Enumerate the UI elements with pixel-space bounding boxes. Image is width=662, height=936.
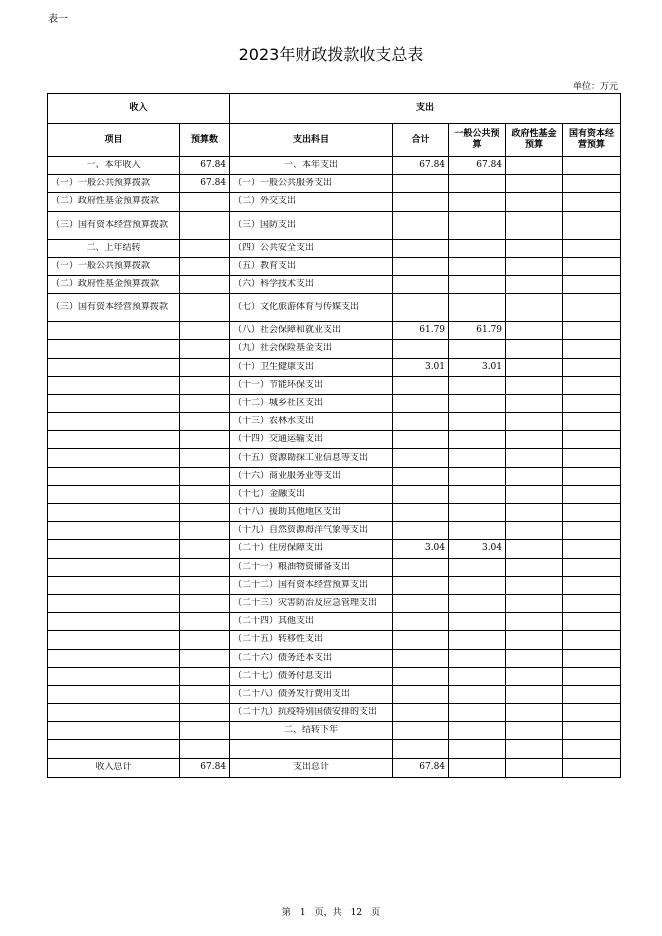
expense-total-cell	[393, 485, 449, 503]
state-capital-cell	[563, 504, 621, 522]
gov-fund-cell	[506, 394, 563, 412]
expense-item-cell: （一）一般公共服务支出	[230, 175, 393, 193]
income-amount-cell	[180, 211, 230, 239]
gov-fund-cell	[506, 431, 563, 449]
gov-fund-cell	[506, 631, 563, 649]
expense-item-cell: （七）文化旅游体育与传媒支出	[230, 294, 393, 322]
expense-total-cell	[393, 257, 449, 275]
general-budget-cell	[449, 175, 506, 193]
income-item-cell	[48, 522, 180, 540]
general-budget-cell	[449, 340, 506, 358]
table-number-label: 表一	[48, 14, 68, 25]
general-budget-cell	[449, 431, 506, 449]
expense-item-cell: （十八）援助其他地区支出	[230, 504, 393, 522]
general-budget-cell	[449, 413, 506, 431]
income-item-cell	[48, 449, 180, 467]
state-capital-cell	[563, 275, 621, 293]
income-item-cell	[48, 540, 180, 558]
income-item-cell	[48, 594, 180, 612]
state-capital-cell	[563, 685, 621, 703]
income-amount-cell	[180, 413, 230, 431]
state-capital-cell	[563, 449, 621, 467]
general-budget-cell	[449, 485, 506, 503]
income-amount-cell	[180, 449, 230, 467]
expense-total-cell	[393, 413, 449, 431]
gov-fund-cell	[506, 504, 563, 522]
state-capital-cell	[563, 467, 621, 485]
income-item-cell	[48, 685, 180, 703]
table-row	[48, 649, 621, 667]
state-capital-cell	[563, 558, 621, 576]
gov-fund-cell	[506, 294, 563, 322]
expense-total-cell: 67.84	[393, 157, 449, 175]
gov-fund-cell	[506, 239, 563, 257]
gov-fund-cell	[506, 613, 563, 631]
state-capital-cell	[563, 631, 621, 649]
expense-item-cell: （十七）金融支出	[230, 485, 393, 503]
income-item-cell	[48, 631, 180, 649]
expense-total-cell	[393, 394, 449, 412]
expense-total-cell	[393, 722, 449, 740]
general-budget-cell: 67.84	[449, 157, 506, 175]
table-row	[48, 540, 621, 558]
gov-fund-total-cell	[506, 758, 563, 777]
table-row	[48, 613, 621, 631]
expense-header: 支出	[230, 94, 621, 124]
state-capital-cell	[563, 257, 621, 275]
expense-total-label: 支出总计	[230, 758, 393, 777]
expense-item-cell: （八）社会保障和就业支出	[230, 322, 393, 340]
general-budget-cell	[449, 576, 506, 594]
table-row	[48, 376, 621, 394]
expense-item-cell: （四）公共安全支出	[230, 239, 393, 257]
gov-fund-cell	[506, 667, 563, 685]
expense-item-cell: （十三）农林水支出	[230, 413, 393, 431]
general-budget-cell	[449, 394, 506, 412]
state-capital-cell	[563, 740, 621, 758]
general-budget-cell	[449, 558, 506, 576]
expense-total-cell	[393, 211, 449, 239]
state-capital-cell	[563, 175, 621, 193]
gov-fund-cell	[506, 576, 563, 594]
expense-total-cell	[393, 522, 449, 540]
general-budget-cell	[449, 667, 506, 685]
expense-total-cell	[393, 649, 449, 667]
expense-item-cell: （六）科学技术支出	[230, 275, 393, 293]
income-item-cell: （一）一般公共预算拨款	[48, 175, 180, 193]
expense-total-cell	[393, 504, 449, 522]
state-capital-cell	[563, 413, 621, 431]
income-amount-cell	[180, 740, 230, 758]
state-capital-cell	[563, 667, 621, 685]
income-item-cell	[48, 558, 180, 576]
table-row	[48, 667, 621, 685]
totals-row	[48, 758, 621, 777]
income-amount-cell	[180, 294, 230, 322]
expense-item-cell: 一、本年支出	[230, 157, 393, 175]
gov-fund-cell	[506, 413, 563, 431]
gov-fund-cell	[506, 322, 563, 340]
expense-total-cell	[393, 631, 449, 649]
income-amount-cell	[180, 558, 230, 576]
income-item-cell	[48, 740, 180, 758]
income-total-label: 收入总计	[48, 758, 180, 777]
expense-total-cell	[393, 175, 449, 193]
general-budget-cell: 61.79	[449, 322, 506, 340]
general-budget-cell	[449, 449, 506, 467]
income-amount-cell	[180, 257, 230, 275]
expense-total-cell	[393, 576, 449, 594]
state-capital-cell	[563, 485, 621, 503]
gov-fund-cell	[506, 275, 563, 293]
income-item-cell	[48, 376, 180, 394]
income-item-cell: 二、上年结转	[48, 239, 180, 257]
general-budget-cell	[449, 239, 506, 257]
gov-fund-cell	[506, 376, 563, 394]
general-budget-cell	[449, 740, 506, 758]
expense-item-cell: （二十四）其他支出	[230, 613, 393, 631]
income-amount-cell	[180, 322, 230, 340]
expense-item-cell: （十四）交通运输支出	[230, 431, 393, 449]
table-row	[48, 193, 621, 211]
table-row	[48, 358, 621, 376]
budget-table	[47, 93, 621, 778]
expense-total-cell	[393, 239, 449, 257]
expense-total-cell	[393, 449, 449, 467]
expense-total-cell	[393, 340, 449, 358]
page-footer: 第 1 页，共 12 页	[281, 908, 381, 918]
expense-total-cell	[393, 431, 449, 449]
income-amount-cell	[180, 340, 230, 358]
expense-item-cell: （五）教育支出	[230, 257, 393, 275]
state-capital-cell	[563, 649, 621, 667]
income-amount-cell	[180, 467, 230, 485]
expense-item-cell	[230, 740, 393, 758]
state-capital-cell	[563, 522, 621, 540]
expense-item-cell: （二十九）抗疫特别国债安排的支出	[230, 704, 393, 722]
gov-fund-cell	[506, 467, 563, 485]
income-item-cell	[48, 485, 180, 503]
general-budget-cell	[449, 722, 506, 740]
expense-total-cell	[393, 613, 449, 631]
gov-fund-column-header: 政府性基金预算	[506, 124, 563, 157]
income-amount-cell	[180, 685, 230, 703]
expense-item-cell: 二、结转下年	[230, 722, 393, 740]
general-budget-cell	[449, 613, 506, 631]
expense-total-cell	[393, 685, 449, 703]
table-row	[48, 294, 621, 322]
gov-fund-cell	[506, 722, 563, 740]
general-budget-cell	[449, 685, 506, 703]
income-amount-cell	[180, 649, 230, 667]
expense-total-cell: 61.79	[393, 322, 449, 340]
income-item-cell: （三）国有资本经营预算拨款	[48, 294, 180, 322]
state-capital-cell	[563, 157, 621, 175]
expense-item-cell: （二十八）债务发行费用支出	[230, 685, 393, 703]
general-budget-cell	[449, 594, 506, 612]
expense-item-cell: （三）国防支出	[230, 211, 393, 239]
table-row	[48, 631, 621, 649]
expense-total-cell	[393, 558, 449, 576]
gov-fund-cell	[506, 522, 563, 540]
state-capital-cell	[563, 239, 621, 257]
income-amount-cell	[180, 704, 230, 722]
expense-item-cell: （十六）商业服务业等支出	[230, 467, 393, 485]
table-row	[48, 685, 621, 703]
general-budget-cell	[449, 504, 506, 522]
income-amount-cell	[180, 358, 230, 376]
income-amount-cell	[180, 594, 230, 612]
income-amount-cell	[180, 275, 230, 293]
expense-item-cell: （十九）自然资源海洋气象等支出	[230, 522, 393, 540]
state-capital-cell	[563, 722, 621, 740]
expense-item-cell: （十二）城乡社区支出	[230, 394, 393, 412]
gov-fund-cell	[506, 685, 563, 703]
expense-item-cell: （九）社会保险基金支出	[230, 340, 393, 358]
table-row	[48, 275, 621, 293]
general-budget-total-cell	[449, 758, 506, 777]
income-item-cell	[48, 322, 180, 340]
unit-label: 单位：万元	[572, 82, 618, 92]
income-item-cell	[48, 667, 180, 685]
gov-fund-cell	[506, 157, 563, 175]
expense-item-cell: （二十）住房保障支出	[230, 540, 393, 558]
gov-fund-cell	[506, 193, 563, 211]
general-budget-cell	[449, 649, 506, 667]
general-budget-cell	[449, 467, 506, 485]
expense-total-cell	[393, 740, 449, 758]
state-capital-cell	[563, 594, 621, 612]
general-budget-cell	[449, 275, 506, 293]
state-capital-cell	[563, 394, 621, 412]
table-row	[48, 175, 621, 193]
table-row	[48, 413, 621, 431]
income-amount-cell	[180, 394, 230, 412]
expense-item-cell: （十）卫生健康支出	[230, 358, 393, 376]
general-budget-cell	[449, 704, 506, 722]
state-capital-cell	[563, 193, 621, 211]
gov-fund-cell	[506, 485, 563, 503]
general-budget-cell: 3.04	[449, 540, 506, 558]
expense-total-amount: 67.84	[393, 758, 449, 777]
gov-fund-cell	[506, 340, 563, 358]
income-item-cell: （二）政府性基金预算拨款	[48, 275, 180, 293]
table-row	[48, 211, 621, 239]
general-budget-cell	[449, 376, 506, 394]
expense-item-column-header: 支出科目	[230, 124, 393, 157]
gov-fund-cell	[506, 175, 563, 193]
table-row	[48, 239, 621, 257]
state-capital-cell	[563, 358, 621, 376]
income-amount-cell	[180, 376, 230, 394]
state-capital-cell	[563, 322, 621, 340]
general-budget-cell: 3.01	[449, 358, 506, 376]
table-row	[48, 704, 621, 722]
expense-total-cell: 3.01	[393, 358, 449, 376]
income-amount-cell	[180, 631, 230, 649]
table-row	[48, 504, 621, 522]
income-amount-cell: 67.84	[180, 157, 230, 175]
income-total-amount: 67.84	[180, 758, 230, 777]
state-capital-cell	[563, 340, 621, 358]
general-budget-cell	[449, 193, 506, 211]
table-row	[48, 157, 621, 175]
expense-item-cell: （十一）节能环保支出	[230, 376, 393, 394]
income-item-cell	[48, 613, 180, 631]
income-amount-cell	[180, 485, 230, 503]
table-row	[48, 340, 621, 358]
expense-item-cell: （二十五）转移性支出	[230, 631, 393, 649]
expense-item-cell: （二十六）债务还本支出	[230, 649, 393, 667]
gov-fund-cell	[506, 594, 563, 612]
expense-item-cell: （十五）资源勘探工业信息等支出	[230, 449, 393, 467]
expense-total-cell	[393, 704, 449, 722]
income-amount-cell	[180, 193, 230, 211]
table-row	[48, 431, 621, 449]
gov-fund-cell	[506, 740, 563, 758]
expense-total-cell	[393, 667, 449, 685]
gov-fund-cell	[506, 449, 563, 467]
gov-fund-cell	[506, 540, 563, 558]
gov-fund-cell	[506, 558, 563, 576]
table-row	[48, 322, 621, 340]
income-item-cell	[48, 576, 180, 594]
table-row	[48, 257, 621, 275]
general-budget-cell	[449, 211, 506, 239]
total-column-header: 合计	[393, 124, 449, 157]
state-capital-cell	[563, 704, 621, 722]
expense-item-cell: （二十七）债务付息支出	[230, 667, 393, 685]
item-column-header: 项目	[48, 124, 180, 157]
income-amount-cell: 67.84	[180, 175, 230, 193]
page-title: 2023年财政拨款收支总表	[238, 45, 424, 64]
income-item-cell	[48, 704, 180, 722]
state-capital-total-cell	[563, 758, 621, 777]
expense-item-cell: （二十二）国有资本经营预算支出	[230, 576, 393, 594]
income-amount-cell	[180, 540, 230, 558]
income-amount-cell	[180, 522, 230, 540]
state-capital-cell	[563, 431, 621, 449]
income-header: 收入	[48, 94, 230, 124]
state-capital-cell	[563, 540, 621, 558]
general-budget-cell	[449, 257, 506, 275]
expense-total-cell: 3.04	[393, 540, 449, 558]
expense-total-cell	[393, 193, 449, 211]
general-budget-column-header: 一般公共预算	[449, 124, 506, 157]
income-item-cell	[48, 504, 180, 522]
expense-item-cell: （二）外交支出	[230, 193, 393, 211]
expense-item-cell: （二十三）灾害防治及应急管理支出	[230, 594, 393, 612]
income-item-cell	[48, 340, 180, 358]
state-capital-cell	[563, 576, 621, 594]
income-item-cell: 一、本年收入	[48, 157, 180, 175]
table-row	[48, 722, 621, 740]
income-amount-cell	[180, 239, 230, 257]
income-amount-cell	[180, 667, 230, 685]
table-row	[48, 394, 621, 412]
table-row	[48, 740, 621, 758]
table-row	[48, 576, 621, 594]
gov-fund-cell	[506, 257, 563, 275]
table-row	[48, 594, 621, 612]
income-item-cell	[48, 413, 180, 431]
income-amount-cell	[180, 722, 230, 740]
expense-total-cell	[393, 376, 449, 394]
table-row	[48, 485, 621, 503]
state-capital-cell	[563, 211, 621, 239]
general-budget-cell	[449, 631, 506, 649]
state-capital-cell	[563, 294, 621, 322]
income-item-cell	[48, 649, 180, 667]
gov-fund-cell	[506, 649, 563, 667]
table-row	[48, 467, 621, 485]
income-amount-cell	[180, 504, 230, 522]
expense-total-cell	[393, 467, 449, 485]
income-item-cell: （一）一般公共预算拨款	[48, 257, 180, 275]
gov-fund-cell	[506, 704, 563, 722]
table-row	[48, 558, 621, 576]
income-item-cell	[48, 722, 180, 740]
income-item-cell	[48, 358, 180, 376]
expense-item-cell: （二十一）粮油物资储备支出	[230, 558, 393, 576]
expense-total-cell	[393, 294, 449, 322]
income-item-cell: （二）政府性基金预算拨款	[48, 193, 180, 211]
expense-total-cell	[393, 275, 449, 293]
table-row	[48, 449, 621, 467]
general-budget-cell	[449, 294, 506, 322]
expense-total-cell	[393, 594, 449, 612]
state-capital-column-header: 国有资本经营预算	[563, 124, 621, 157]
header-row-columns	[48, 124, 621, 157]
income-amount-cell	[180, 613, 230, 631]
general-budget-cell	[449, 522, 506, 540]
state-capital-cell	[563, 613, 621, 631]
income-amount-cell	[180, 576, 230, 594]
gov-fund-cell	[506, 358, 563, 376]
income-amount-cell	[180, 431, 230, 449]
income-item-cell	[48, 467, 180, 485]
income-item-cell	[48, 394, 180, 412]
table-row	[48, 522, 621, 540]
gov-fund-cell	[506, 211, 563, 239]
income-item-cell: （三）国有资本经营预算拨款	[48, 211, 180, 239]
budget-column-header: 预算数	[180, 124, 230, 157]
income-item-cell	[48, 431, 180, 449]
header-row-top	[48, 94, 621, 124]
state-capital-cell	[563, 376, 621, 394]
